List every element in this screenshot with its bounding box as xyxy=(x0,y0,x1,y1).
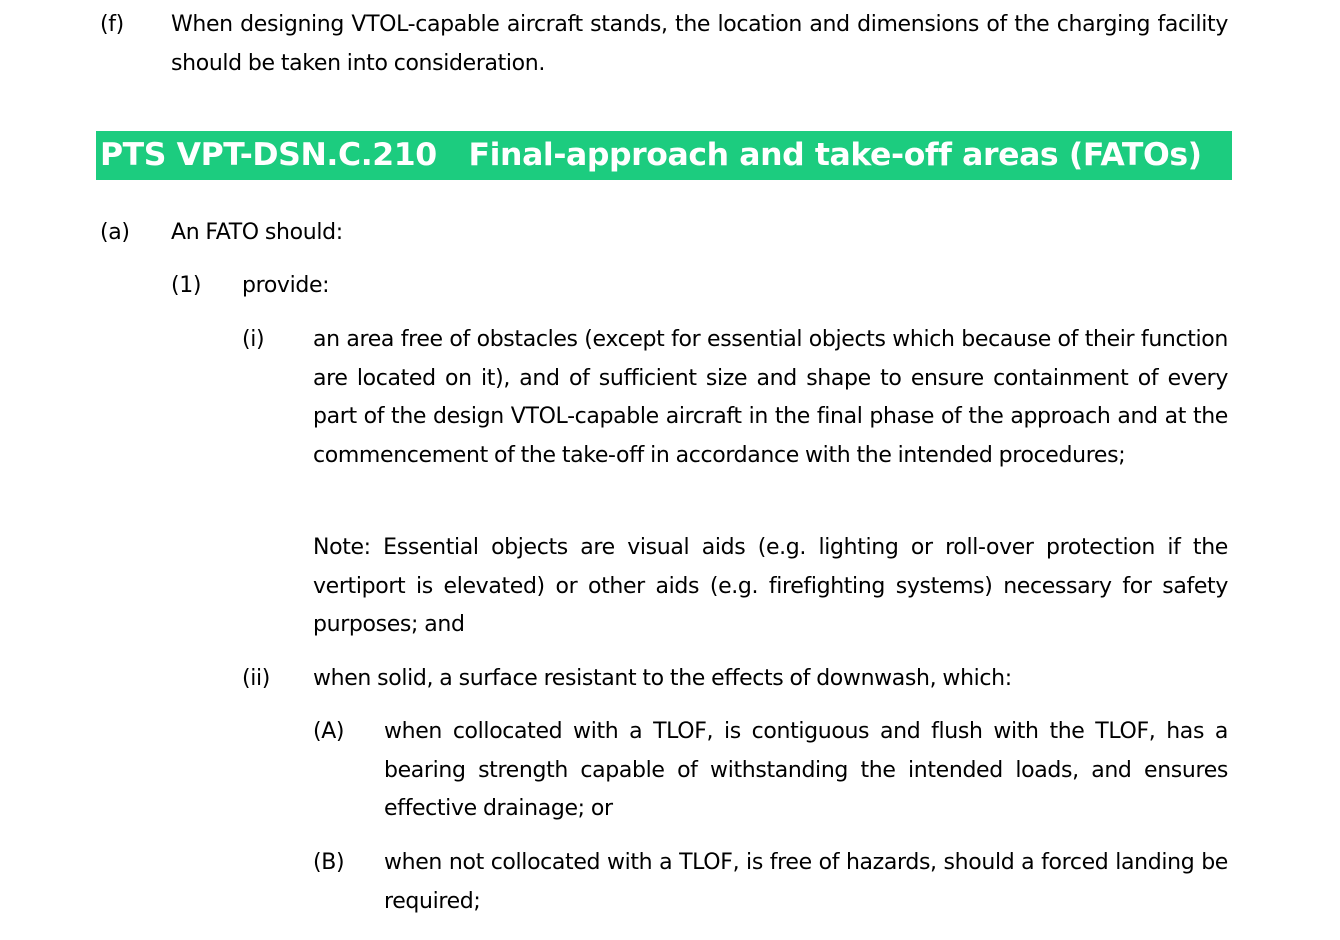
item-A-label: (A) xyxy=(313,719,345,744)
item-B-label: (B) xyxy=(313,850,345,875)
item-i-label: (i) xyxy=(242,327,265,352)
section-heading xyxy=(96,131,1232,180)
item-f-label: (f) xyxy=(100,12,124,37)
section-heading-text: PTS VPT-DSN.C.210 Final-approach and take-off areas (FATOs) xyxy=(100,137,1202,173)
item-ii-text: when solid, a surface resistant to the effects of downwash, which: xyxy=(313,666,1012,691)
item-A-text: when collocated with a TLOF, is contiguous and flush with the TLOF, has a bearing strength capable of withstanding the intended loads, and ensures effective drainage; or xyxy=(384,719,1228,822)
item-a-text: An FATO should: xyxy=(171,220,343,245)
item-i-text: an area free of obstacles (except for essential objects which because of their function are located on it), and of sufficient size and shape to ensure containment of every part of the design VTOL-capable aircraft in the final phase of the approach and at the commencement of the take-off in accordance with the intended procedures; xyxy=(313,327,1228,469)
item-B-text: when not collocated with a TLOF, is free of hazards, should a forced landing be required; xyxy=(384,850,1228,914)
item-a-label: (a) xyxy=(100,220,130,245)
item-1-label: (1) xyxy=(171,273,202,298)
note-text: Note: Essential objects are visual aids (e.g. lighting or roll-over protection if the vertiport is elevated) or other aids (e.g. firefighting systems) necessary for safety purposes; and xyxy=(313,535,1228,638)
item-1-text: provide: xyxy=(242,273,330,298)
item-f-text: When designing VTOL-capable aircraft stands, the location and dimensions of the charging facility should be taken into consideration. xyxy=(171,12,1228,76)
item-ii-label: (ii) xyxy=(242,666,270,691)
